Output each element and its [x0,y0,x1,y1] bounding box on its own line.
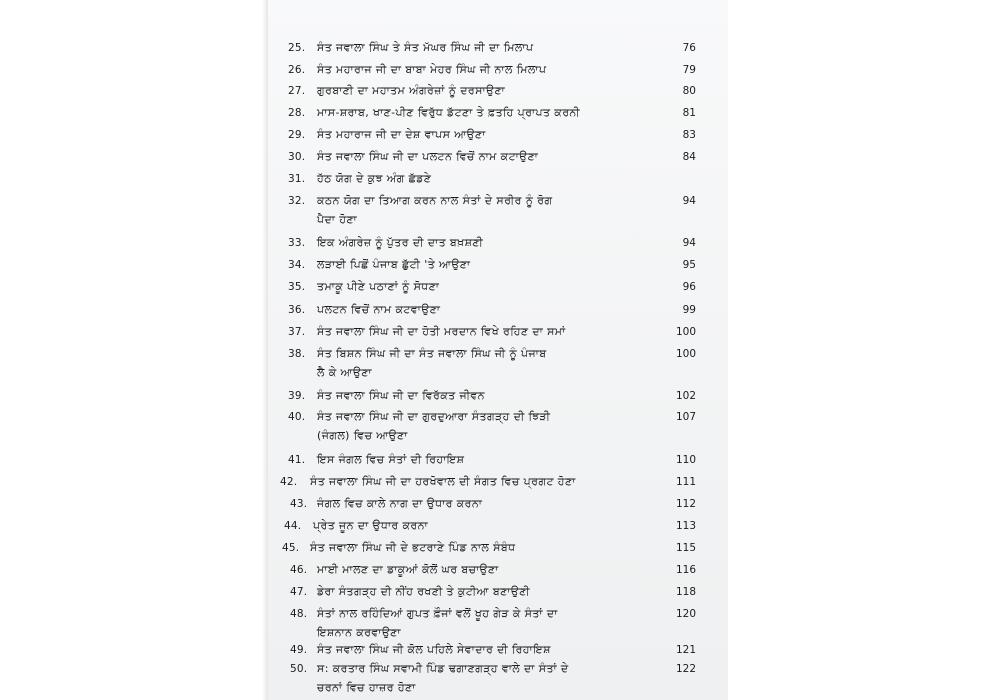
entry-number: 28. [288,107,306,119]
entry-number: 34. [288,259,306,271]
entry-page: 122 [675,663,696,675]
entry-number: 43. [290,498,308,510]
entry-page: 76 [682,42,696,54]
entry-title: ਸ: ਕਰਤਾਰ ਸਿੰਘ ਸਵਾਮੀ ਪਿੰਡ ਢਗਾਣਗੜ੍ਹ ਵਾਲੇ ਦਾ ਸੰਤਾਂ ਦੇ [317,662,569,675]
entry-page: 113 [675,520,696,532]
entry-title: ਸੰਤ ਜਵਾਲਾ ਸਿੰਘ ਜੀ ਦਾ ਵਿਰੱਕਤ ਜੀਵਨ [317,389,485,402]
entry-page: 111 [675,476,696,488]
entry-title: ਸੰਤ ਜਵਾਲਾ ਸਿੰਘ ਜੀ ਦਾ ਪਲਟਨ ਵਿਚੋਂ ਨਾਮ ਕਟਾਉਣਾ [317,150,539,163]
entry-page: 95 [682,259,696,271]
toc-entry-50-cont [268,681,728,700]
entry-number: 26. [288,64,306,76]
entry-page: 96 [682,281,696,293]
entry-title: ਇਕ ਅੰਗਰੇਜ਼ ਨੂੰ ਪੁੱਤਰ ਦੀ ਦਾਤ ਬਖ਼ਸ਼ਣੀ [317,236,484,249]
entry-title: ਸੰਤ ਮਹਾਰਾਜ ਜੀ ਦਾ ਦੇਸ਼ ਵਾਪਸ ਆਉਣਾ [317,128,486,141]
entry-page: 112 [675,498,696,510]
entry-page: 116 [675,564,696,576]
book-page [268,0,728,700]
entry-title: ਤਮਾਕੂ ਪੀਣੇ ਪਠਾਣਾਂ ਨੂੰ ਸੋਧਣਾ [317,280,440,293]
entry-number: 47. [290,586,308,598]
entry-number: 46. [290,564,308,576]
entry-page: 120 [675,608,696,620]
entry-title-continued: ਚਰਨਾਂ ਵਿਚ ਹਾਜ਼ਰ ਹੋਣਾ [317,681,416,694]
entry-title: ਗੁਰਬਾਣੀ ਦਾ ਮਹਾਤਮ ਅੰਗਰੇਜ਼ਾਂ ਨੂੰ ਦਰਸਾਉਣਾ [317,84,506,97]
entry-page: 79 [682,64,696,76]
entry-page: 102 [675,390,696,402]
entry-number: 33. [288,237,306,249]
entry-number: 32. [288,195,306,207]
entry-page: 118 [675,586,696,598]
entry-title: ਪ੍ਰੇਤ ਜੂਨ ਦਾ ਉਧਾਰ ਕਰਨਾ [313,519,429,532]
entry-title: ਸੰਤ ਬਿਸ਼ਨ ਸਿੰਘ ਜੀ ਦਾ ਸੰਤ ਜਵਾਲਾ ਸਿੰਘ ਜੀ ਨੂੰ ਪੰਜਾਬ [317,347,547,360]
entry-number: 39. [288,390,306,402]
entry-number: 40. [288,411,306,423]
entry-title: ਕਠਨ ਯੋਗ ਦਾ ਤਿਆਗ ਕਰਨ ਨਾਲ ਸੰਤਾਂ ਦੇ ਸਰੀਰ ਨੂੰ ਰੋਗ [317,194,553,207]
entry-title: ਲੜਾਈ ਪਿਛੋਂ ਪੰਜਾਬ ਛੁੱਟੀ 'ਤੇ ਆਉਣਾ [317,258,471,271]
entry-number: 29. [288,129,306,141]
entry-title: ਸੰਤ ਜਵਾਲਾ ਸਿੰਘ ਜੀ ਕੋਲ ਪਹਿਲੇ ਸੇਵਾਦਾਰ ਦੀ ਰਿਹਾਇਸ਼ [317,643,551,656]
entry-number: 48. [290,608,308,620]
entry-number: 37. [288,326,306,338]
entry-number: 44. [284,520,302,532]
entry-number: 30. [288,151,306,163]
entry-page: 94 [682,195,696,207]
entry-title: ਹੱਠ ਯੋਗ ਦੇ ਕੁਝ ਅੰਗ ਛੱਡਣੇ [317,172,432,185]
entry-title: ਸੰਤ ਮਹਾਰਾਜ ਜੀ ਦਾ ਬਾਬਾ ਮੇਹਰ ਸਿੰਘ ਜੀ ਨਾਲ ਮਿਲਾਪ [317,63,547,76]
entry-page: 83 [682,129,696,141]
entry-number: 38. [288,348,306,360]
entry-page: 107 [675,411,696,423]
entry-title-continued: ਲੈ ਕੇ ਆਉਣਾ [317,366,372,379]
entry-page: 100 [675,326,696,338]
entry-number: 45. [282,542,300,554]
entry-title: ਸੰਤ ਜਵਾਲਾ ਸਿੰਘ ਤੇ ਸੰਤ ਮੱਘਰ ਸਿੰਘ ਜੀ ਦਾ ਮਿਲਾਪ [317,41,534,54]
entry-number: 35. [288,281,306,293]
entry-page: 115 [675,542,696,554]
entry-title: ਜੰਗਲ ਵਿਚ ਕਾਲੇ ਨਾਗ ਦਾ ਉਧਾਰ ਕਰਨਾ [317,497,483,510]
entry-number: 25. [288,42,306,54]
entry-title: ਸੰਤ ਜਵਾਲਾ ਸਿੰਘ ਜੀ ਦੇ ਭਟਰਾਣੇ ਪਿੰਡ ਨਾਲ ਸੰਬੰਧ [310,541,516,554]
entry-number: 50. [290,663,308,675]
entry-title-continued: ਇਸ਼ਨਾਨ ਕਰਵਾਉਣਾ [317,626,401,639]
entry-title-continued: ਪੈਦਾ ਹੋਣਾ [317,213,358,226]
entry-page: 94 [682,237,696,249]
entry-title: ਸੰਤ ਜਵਾਲਾ ਸਿੰਘ ਜੀ ਦਾ ਗੁਰਦੁਆਰਾ ਸੰਤਗੜ੍ਹ ਦੀ ਝਿੜੀ [317,410,551,423]
entry-title: ਡੇਰਾ ਸੰਤਗੜ੍ਹ ਦੀ ਨੀਂਹ ਰਖਣੀ ਤੇ ਕੁਟੀਆ ਬਣਾਉਣੀ [317,585,531,598]
entry-title: ਮਾਈ ਮਾਲਣ ਦਾ ਡਾਕੂਆਂ ਕੋਲੋਂ ਘਰ ਬਚਾਉਣਾ [317,563,499,576]
entry-title: ਸੰਤ ਜਵਾਲਾ ਸਿੰਘ ਜੀ ਦਾ ਹੋਤੀ ਮਰਦਾਨ ਵਿਖੇ ਰਹਿਣ ਦਾ ਸਮਾਂ [317,325,566,338]
entry-title: ਪਲਟਨ ਵਿਚੋਂ ਨਾਮ ਕਟਵਾਉਣਾ [317,303,441,316]
entry-title: ਸੰਤ ਜਵਾਲਾ ਸਿੰਘ ਜੀ ਦਾ ਹਰਖੋਵਾਲ ਦੀ ਸੰਗਤ ਵਿਚ ਪ੍ਰਗਟ ਹੋਣਾ [310,475,576,488]
entry-number: 27. [288,85,306,97]
entry-page: 80 [682,85,696,97]
entry-number: 36. [288,304,306,316]
entry-page: 110 [675,454,696,466]
entry-title-continued: (ਜੰਗਲ) ਵਿਚ ਆਉਣਾ [317,429,408,442]
entry-title: ਇਸ ਜੰਗਲ ਵਿਚ ਸੰਤਾਂ ਦੀ ਰਿਹਾਇਸ਼ [317,453,465,466]
entry-page: 84 [682,151,696,163]
entry-number: 31. [288,173,306,185]
entry-title: ਸੰਤਾਂ ਨਾਲ ਰਹਿੰਦਿਆਂ ਗੁਪਤ ਫ਼ੌਜਾਂ ਵਲੋਂ ਖੂਹ ਗੇੜ ਕੇ ਸੰਤਾਂ ਦਾ [317,607,558,620]
entry-page: 81 [682,107,696,119]
entry-number: 41. [288,454,306,466]
entry-page: 100 [675,348,696,360]
entry-page: 99 [682,304,696,316]
entry-title: ਮਾਸ-ਸ਼ਰਾਬ, ਖਾਣ-ਪੀਣ ਵਿਰੁੱਧ ਡੱਟਣਾ ਤੇ ਫ਼ਤਹਿ ਪ੍ਰਾਪਤ ਕਰਨੀ [317,106,581,119]
entry-number: 42. [280,476,298,488]
entry-number: 49. [290,644,308,656]
entry-page: 121 [675,644,696,656]
